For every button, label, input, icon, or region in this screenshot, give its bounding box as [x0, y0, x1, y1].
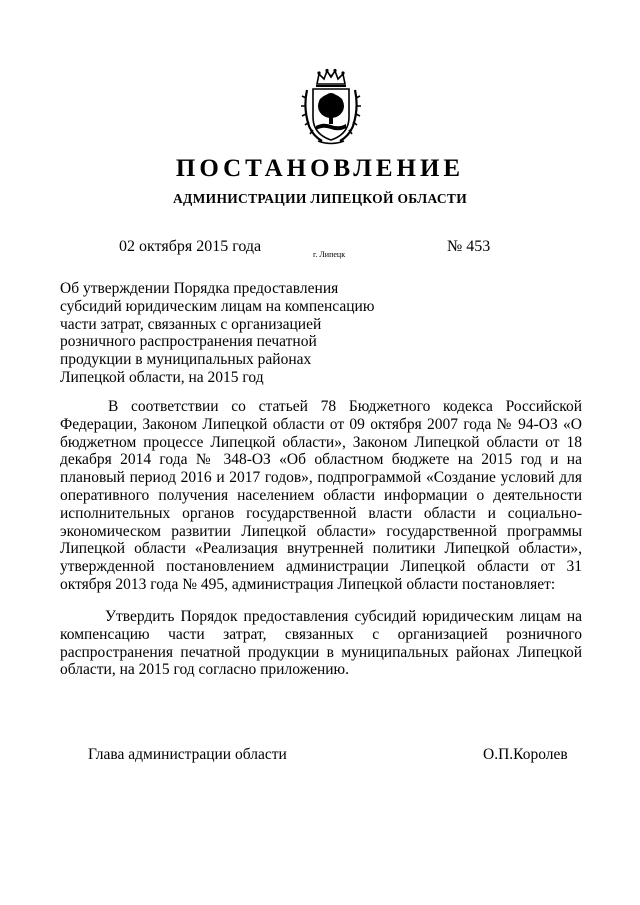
heading-line: продукции в муниципальных районах: [60, 351, 312, 369]
lipetsk-coat-of-arms-icon: [300, 68, 362, 146]
heading-line: Липецкой области, на 2015 год: [60, 368, 264, 386]
preamble-paragraph: В соответствии со статьей 78 Бюджетного кодекса Российской Федерации, Законом Липецкой области от 09 октября 2007 года № 94-ОЗ «О бюджетном процессе Липецкой области», Законом Липецкой области от 18 декабря 2014 года № 348-ОЗ «Об областном бюджете на 2015 год и на плановый период 2016 и 2017 годов», подпрограммой «Создание условий для оперативного получения населением области информации о деятельности исполнительных органов государственной власти области и социально-экономическом развитии Липецкой области» государственной программы Липецкой области «Реализация внутренней политики Липецкой области», утвержденной постановлением администрации Липецкой области от 31 октября 2013 года № 495, администрация Липецкой области постановляет:: [60, 398, 582, 593]
resolution-paragraph: Утвердить Порядок предоставления субсидий юридическим лицам на компенсацию части затрат, связанных с организацией розничного распространения печатной продукции в муниципальных районах Липецкой области, на 2015 год согласно приложению.: [60, 608, 582, 679]
document-title: ПОСТАНОВЛЕНИЕ: [175, 155, 465, 182]
document-subtitle: АДМИНИСТРАЦИИ ЛИПЕЦКОЙ ОБЛАСТИ: [172, 191, 468, 206]
document-date: 02 октября 2015 года: [119, 238, 262, 255]
signature-position: Глава администрации области: [88, 746, 287, 763]
document-number: № 453: [447, 238, 491, 255]
heading-line: субсидий юридическим лицам на компенсацию: [60, 297, 375, 315]
document-city: г. Липецк: [313, 250, 346, 259]
document-heading: [60, 280, 390, 387]
heading-line: розничного распространения печатной: [60, 333, 317, 351]
heading-line: Об утверждении Порядка предоставления: [60, 280, 339, 297]
heading-line: части затрат, связанных с организацией: [60, 315, 322, 333]
signature-name: О.П.Королев: [483, 746, 568, 763]
